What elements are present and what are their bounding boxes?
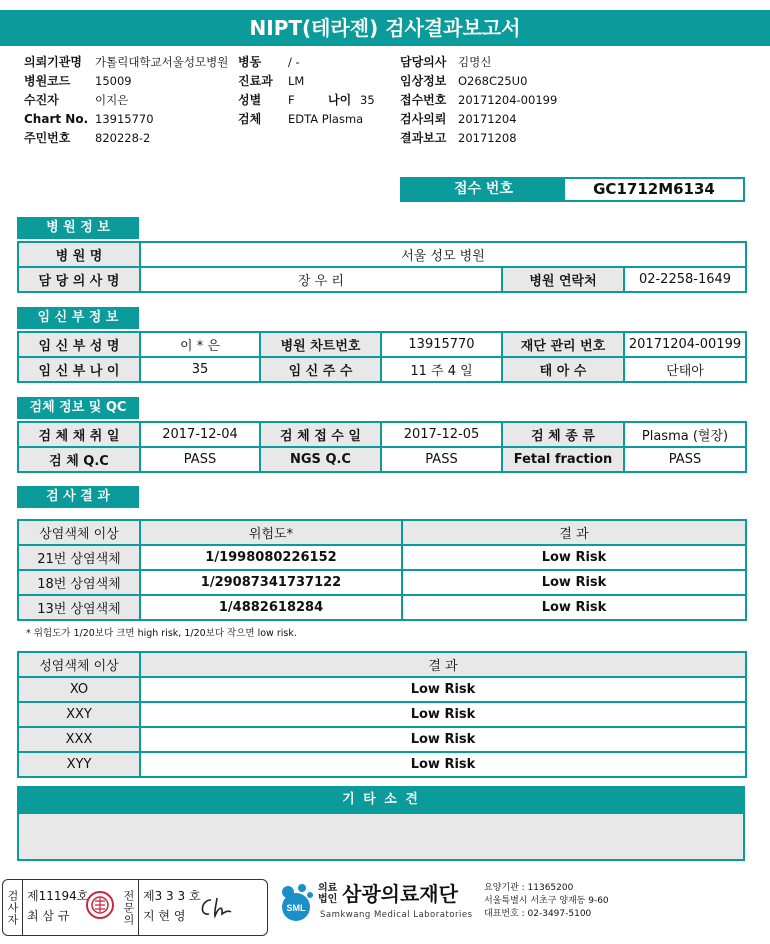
report-date-value: 20171208 [458,131,517,145]
table-header-row [18,652,746,677]
hospital-info-tab: 병 원 정 보 [17,217,139,239]
fetal-fraction-value: PASS [624,447,746,472]
header-mid [238,53,375,129]
karyotype-result: Low Risk [140,677,746,702]
address-line: 서울특별시 서초구 양재동 9-60 [484,896,609,906]
sex-chromosome-header: 성염색체 이상 [18,652,140,677]
specialist-name: 지 현 영 [143,909,186,923]
autosome-results-table [17,519,747,621]
receipt-number-value: GC1712M6134 [565,179,743,200]
report-date-label: 결과보고 [400,131,447,145]
tester-name: 최 삼 규 [27,909,70,923]
table-row [18,677,746,702]
hospital-contact-label: 병원 연락처 [502,267,624,292]
specialist-label: 전문의 [119,880,139,935]
tester-label: 검사자 [3,880,23,935]
risk-value: 1/29087341737122 [140,570,402,595]
specimen-info-table [17,421,747,473]
table-row [18,702,746,727]
institution-label: 의뢰기관명 [24,55,82,69]
result-value: Low Risk [402,545,746,570]
specimen-value: EDTA Plasma [288,112,364,126]
patient-label: 수진자 [24,93,59,107]
corporation-address [484,882,609,921]
logo-text: SML [286,903,306,913]
sml-logo-icon [272,880,320,928]
hospital-contact-value: 02-2258-1649 [624,267,746,292]
chart-number-label: 병원 차트번호 [260,332,381,357]
specialist-license-no: 제3 3 3 호 [143,889,201,903]
fetal-fraction-label: Fetal fraction [502,447,624,472]
ngs-qc-value: PASS [381,447,502,472]
patient-value: 이지은 [95,93,129,107]
ward-label: 병동 [238,55,262,69]
attending-doctor-value: 장 우 리 [140,267,502,292]
pregnant-age-label: 임 신 부 나 이 [18,357,140,382]
hospital-code-value: 15009 [95,74,132,88]
tester-seal-icon [85,890,115,920]
table-row [18,595,746,620]
header-left [24,53,228,148]
hospital-name-label: 병 원 명 [18,242,140,267]
result-value: Low Risk [402,570,746,595]
signature-box [2,879,268,936]
sex-label: 성별 [238,93,262,107]
karyotype-name: XYY [18,752,140,777]
tester-license-no: 제11194호 [27,889,89,903]
pregnant-age-value: 35 [140,357,260,382]
table-row [18,357,746,382]
risk-note: * 위험도가 1/20보다 크면 high risk, 1/20보다 작으면 low risk. [26,628,297,639]
risk-header: 위험도* [140,520,402,545]
result-value: Low Risk [402,595,746,620]
karyotype-result: Low Risk [140,702,746,727]
clinical-info-label: 임상정보 [400,74,447,88]
specimen-type-label: 검 체 종 류 [502,422,624,447]
sex-value: F [288,93,295,107]
institution-code: 요양기관 : 11365200 [484,883,574,893]
table-row [18,332,746,357]
foundation-number-value: 20171204-00199 [624,332,746,357]
chromosome-name: 21번 상염색체 [18,545,140,570]
foundation-number-label: 재단 관리 번호 [502,332,624,357]
corporation-kind: 의료법인 [318,883,338,905]
receipt-number-label: 접수 번호 [402,179,565,200]
table-row [18,727,746,752]
table-row [18,447,746,472]
specimen-type-value: Plasma (혈장) [624,422,746,447]
resident-no-label: 주민번호 [24,131,71,145]
receipt-number-box [400,177,745,202]
other-findings-title: 기 타 소 견 [17,786,745,814]
report-title: NIPT(테라젠) 검사결과보고서 [0,10,770,46]
ngs-qc-label: NGS Q.C [260,447,381,472]
doctor-label: 담당의사 [400,55,447,69]
chromosome-name: 13번 상염색체 [18,595,140,620]
risk-value: 1/4882618284 [140,595,402,620]
sex-chromosome-table [17,651,747,778]
doctor-value: 김명신 [458,55,492,69]
chart-no-value: 13915770 [95,112,154,126]
specimen-qc-label: 검 체 Q.C [18,447,140,472]
pregnant-name-value: 이 * 은 [140,332,260,357]
specialist-cell [139,880,267,935]
karyotype-name: XO [18,677,140,702]
age-label: 나이 [328,93,352,107]
test-results-tab: 검 사 결 과 [17,486,139,508]
table-row [18,752,746,777]
table-row [18,545,746,570]
karyotype-result: Low Risk [140,752,746,777]
fetus-count-value: 단태아 [624,357,746,382]
corporation-english-name: Samkwang Medical Laboratories [320,910,473,920]
karyotype-name: XXY [18,702,140,727]
resident-no-value: 820228-2 [95,131,151,145]
hospital-name-value: 서울 성모 병원 [140,242,746,267]
table-row [18,242,746,267]
pregnant-info-tab: 임 신 부 정 보 [17,307,139,329]
gestation-weeks-label: 임 신 주 수 [260,357,381,382]
header-right [400,53,557,148]
phone-number: 대표번호 : 02-3497-5100 [484,909,592,919]
autosome-header: 상염색체 이상 [18,520,140,545]
institution-value: 가톨릭대학교서울성모병원 [95,55,229,69]
chromosome-name: 18번 상염색체 [18,570,140,595]
department-value: LM [288,74,305,88]
risk-value: 1/1998080226152 [140,545,402,570]
specimen-label: 검체 [238,112,262,126]
ward-value: / - [288,55,300,69]
accession-label: 접수번호 [400,93,447,107]
result-header: 결 과 [402,520,746,545]
karyotype-result: Low Risk [140,727,746,752]
hospital-info-table [17,241,747,293]
table-row [18,267,746,292]
tester-cell [23,880,119,935]
collect-date-label: 검 체 채 취 일 [18,422,140,447]
specimen-qc-value: PASS [140,447,260,472]
age-value: 35 [360,93,375,107]
receive-date-value: 2017-12-05 [381,422,502,447]
chart-number-value: 13915770 [381,332,502,357]
pregnant-name-label: 임 신 부 성 명 [18,332,140,357]
request-date-label: 검사의뢰 [400,112,447,126]
pregnant-info-table [17,331,747,383]
accession-value: 20171204-00199 [458,93,558,107]
receive-date-label: 검 체 접 수 일 [260,422,381,447]
collect-date-value: 2017-12-04 [140,422,260,447]
hospital-code-label: 병원코드 [24,74,71,88]
sex-result-header: 결 과 [140,652,746,677]
attending-doctor-label: 담 당 의 사 명 [18,267,140,292]
department-label: 진료과 [238,74,273,88]
corporation-name: 삼광의료재단 [342,882,458,906]
other-findings-body [17,814,745,861]
table-header-row [18,520,746,545]
table-row [18,422,746,447]
table-row [18,570,746,595]
karyotype-name: XXX [18,727,140,752]
fetus-count-label: 태 아 수 [502,357,624,382]
gestation-weeks-value: 11 주 4 일 [381,357,502,382]
specimen-info-tab: 검체 정보 및 QC [17,397,139,419]
chart-no-label: Chart No. [24,112,89,126]
signature-icon [197,894,237,922]
clinical-info-value: O268C25U0 [458,74,528,88]
request-date-value: 20171204 [458,112,517,126]
